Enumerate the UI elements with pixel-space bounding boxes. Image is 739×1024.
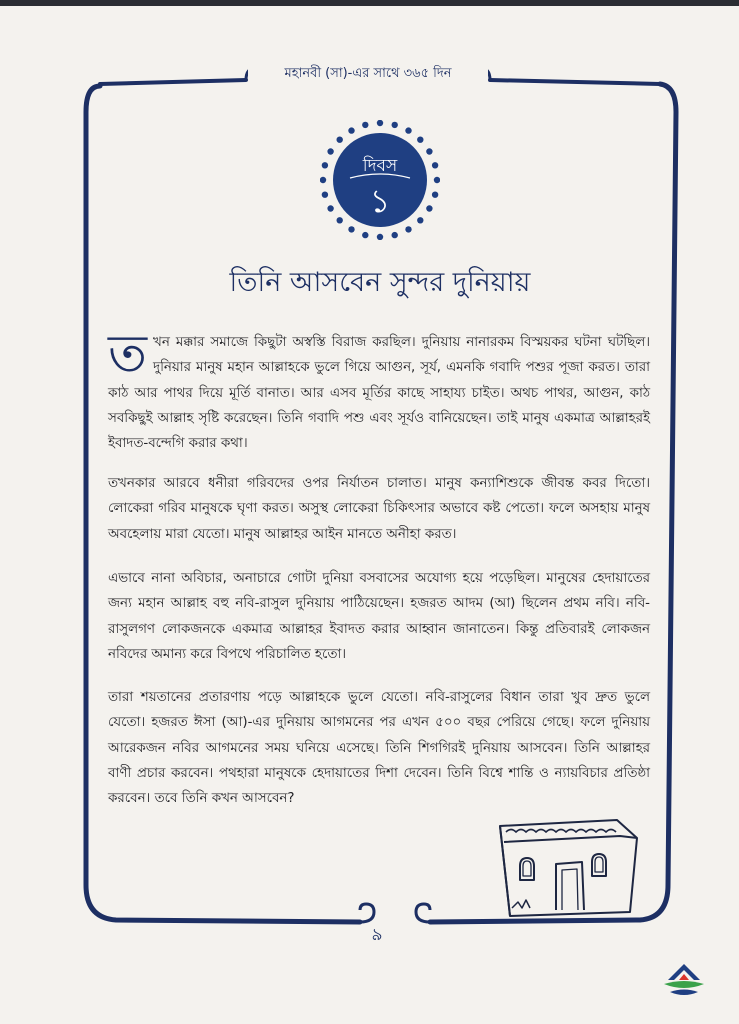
paragraph-1-text: খন মক্কার সমাজে কিছুটা অস্বস্তি বিরাজ করছিল। দুনিয়ায় নানারকম বিস্ময়কর ঘটনা ঘটছিল। দুনিয়ার মানুষ মহান আল্লাহকে ভুলে গিয়ে আগুন, সূর্য, এমনকি গবাদি পশুর পূজা করত। তারা কাঠ আর পাথর দিয়ে মূর্তি বানাত। আর এসব মূর্তির কাছে সাহায্য চাইত। অথচ পাথর, আগুন, কাঠ সবকিছুই আল্লাহ সৃষ্টি করেছেন। তিনি গবাদি পশু এবং সূর্যও বানিয়েছেন। তাই মানুষ একমাত্র আল্লাহরই ইবাদত-বন্দেগি করার কথা। — [108, 335, 650, 452]
body-paragraph-2: তখনকার আরবে ধনীরা গরিবদের ওপর নির্যাতন চালাত। মানুষ কন্যাশিশুকে জীবন্ত কবর দিতো। লোকেরা গরিব মানুষকে ঘৃণা করত। অসুস্থ লোকেরা চিকিৎসার অভাবে কষ্ট পেতো। ফলে অসহায় মানুষ অবহেলায় মারা যেতো। মানুষ আল্লাহর আইন মানতে অনীহা করত। — [108, 476, 650, 542]
kaaba-illustration-icon — [492, 812, 642, 922]
chapter-title: তিনি আসবেন সুন্দর দুনিয়ায় — [229, 267, 531, 298]
body-paragraph-4: তারা শয়তানের প্রতারণায় পড়ে আল্লাহকে ভুলে যেতো। নবি-রাসুলের বিধান তারা খুব দ্রুত ভুলে যেতো। হজরত ঈসা (আ)-এর দুনিয়ায় আগমনের পর এখন ৫০০ বছর পেরিয়ে গেছে। ফলে দুনিয়ায় আরেকজন নবির আগমনের সময় ঘনিয়ে এসেছে। তিনি শিগগিরই দুনিয়ায় আসবেন। তিনি আল্লাহর বাণী প্রচার করবেন। পথহারা মানুষকে হেদায়াতের দিশা দেবেন। তিনি বিশ্বে শান্তি ও ন্যায়বিচার প্রতিষ্ঠা করবেন। তবে তিনি কখন আসবেন? — [108, 690, 650, 807]
body-paragraph-1 — [108, 324, 650, 456]
running-header: মহানবী (সা)-এর সাথে ৩৬৫ দিন — [248, 64, 488, 86]
drop-cap: ত — [108, 324, 148, 384]
body-paragraph-3: এভাবে নানা অবিচার, অনাচারে গোটা দুনিয়া বসবাসের অযোগ্য হয়ে পড়েছিল। মানুষের হেদায়াতের জন্য মহান আল্লাহ বহু নবি-রাসুল দুনিয়ায় পাঠিয়েছেন। হজরত আদম (আ) ছিলেন প্রথম নবি। নবি-রাসুলগণ লোকজনকে একমাত্র আল্লাহর ইবাদত করার আহ্বান জানাতেন। কিন্তু প্রতিবারই লোকজন নবিদের অমান্য করে বিপথে পরিচালিত হতো। — [108, 571, 650, 662]
day-label: দিবস — [362, 156, 398, 176]
publisher-logo-icon — [660, 962, 708, 1002]
page-number: ৯ — [371, 925, 383, 945]
day-number: ১ — [369, 182, 391, 220]
